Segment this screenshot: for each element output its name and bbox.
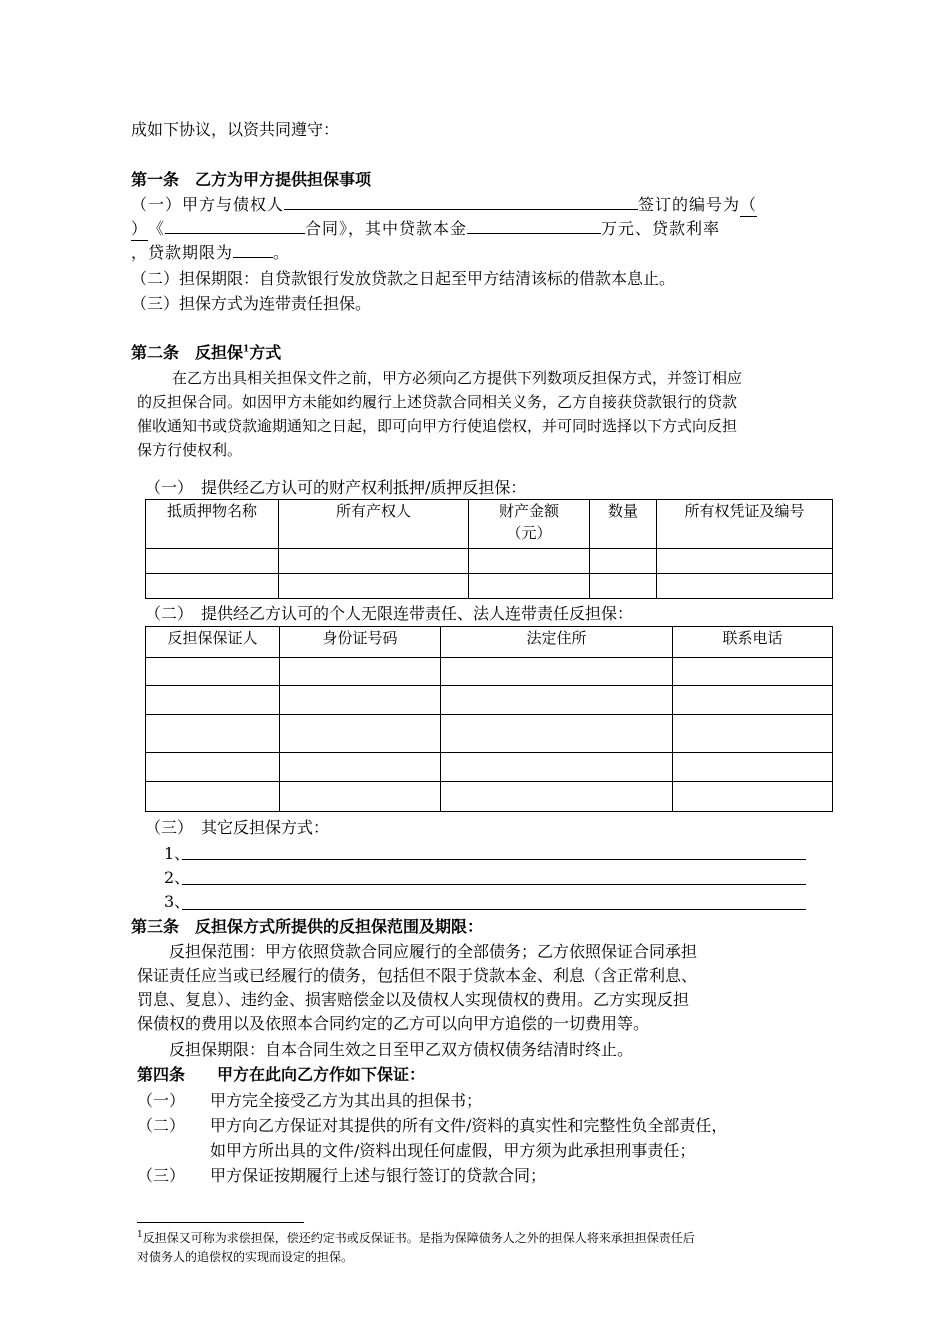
col-collateral-name: 抵质押物名称 xyxy=(146,500,279,549)
guarantor-table-header xyxy=(146,627,833,658)
article-4-item-2-line-2: 如甲方所出具的文件/资料出现任何虚假，甲方须为此承担刑事责任； xyxy=(210,1141,696,1160)
principal-blank[interactable] xyxy=(467,217,601,234)
article-3-line-5: 反担保期限：自本合同生效之日至甲乙双方债权债务结清时终止。 xyxy=(169,1040,634,1059)
article-1-line-2: ）《 合同》，其中贷款本金 万元、贷款利率 xyxy=(131,217,720,241)
article-4-item-3-number: （三） xyxy=(137,1166,186,1185)
subsection-1: （一） 提供经乙方认可的财产权利抵押/质押反担保： xyxy=(145,478,527,497)
article-1-line-1: （一）甲方与债权人 签订的编号为（ xyxy=(131,193,757,217)
article-3-line-2: 保证责任应当或已经履行的债务，包括但不限于贷款本金、利息（含正常利息、 xyxy=(137,966,698,985)
contract-name-blank[interactable] xyxy=(165,217,305,234)
table-row xyxy=(146,686,833,715)
other-method-3-label: 3、 xyxy=(164,892,191,911)
other-method-3-blank[interactable] xyxy=(182,909,806,910)
other-method-2-blank[interactable] xyxy=(182,884,806,885)
footnote-line-2: 对债务人的追偿权的实现而设定的担保。 xyxy=(137,1250,354,1264)
article-2-title: 第二条 反担保$^1$方式 xyxy=(131,343,282,362)
col-phone: 联系电话 xyxy=(673,627,833,658)
article-1-item-3: （三）担保方式为连带责任担保。 xyxy=(131,294,372,313)
subsection-3: （三） 其它反担保方式： xyxy=(145,818,330,837)
table-row xyxy=(146,715,833,753)
article-4-item-3: 甲方保证按期履行上述与银行签订的贷款合同； xyxy=(210,1166,547,1185)
article-2-para-line-2: 的反担保合同。如因甲方未能如约履行上述贷款合同相关义务，乙方自接获贷款银行的贷款 xyxy=(137,393,738,411)
article-4-item-1: 甲方完全接受乙方为其出具的担保书； xyxy=(210,1091,483,1110)
article-1-item-2: （二）担保期限：自贷款银行发放贷款之日起至甲方结清该标的借款本息止。 xyxy=(131,269,676,288)
article-4-item-2-number: （二） xyxy=(137,1116,186,1135)
col-certificate: 所有权凭证及编号 xyxy=(657,500,833,549)
article-2-para-line-1: 在乙方出具相关担保文件之前，甲方必须向乙方提供下列数项反担保方式，并签订相应 xyxy=(172,369,743,387)
article-2-para-line-3: 催收通知书或贷款逾期通知之日起，即可向甲方行使追偿权，并可同时选择以下方式向反担 xyxy=(137,417,738,435)
article-4-item-2-line-1: 甲方向乙方保证对其提供的所有文件/资料的真实性和完整性负全部责任， xyxy=(210,1116,728,1135)
other-method-1-label: 1、 xyxy=(164,844,191,863)
article-1-title: 第一条 乙方为甲方提供担保事项 xyxy=(131,170,372,189)
article-4-title: 第四条 甲方在此向乙方作如下保证： xyxy=(137,1065,426,1084)
footnote-separator xyxy=(137,1222,304,1223)
collateral-table-header xyxy=(146,500,833,549)
other-method-1-blank[interactable] xyxy=(182,859,806,860)
subsection-2: （二） 提供经乙方认可的个人无限连带责任、法人连带责任反担保： xyxy=(145,604,634,623)
col-guarantor: 反担保保证人 xyxy=(146,627,280,658)
article-3-line-3: 罚息、复息）、违约金、损害赔偿金以及债权人实现债权的费用。乙方实现反担 xyxy=(137,990,690,1009)
article-3-line-4: 保债权的费用以及依照本合同约定的乙方可以向甲方追偿的一切费用等。 xyxy=(137,1014,650,1033)
col-owner: 所有产权人 xyxy=(279,500,469,549)
footnote-line-1: $^1$反担保又可称为求偿担保，偿还约定书或反保证书。是指为保障债务人之外的担保人将来承担担保责任后 xyxy=(137,1230,695,1245)
article-3-line-1: 反担保范围：甲方依照贷款合同应履行的全部债务；乙方依照保证合同承担 xyxy=(169,942,698,961)
contract-number-blank[interactable]: （ xyxy=(740,194,757,217)
col-id-number: 身份证号码 xyxy=(280,627,441,658)
guarantor-table xyxy=(145,626,833,812)
col-amount: 财产金额 （元） xyxy=(469,500,590,549)
article-3-title: 第三条 反担保方式所提供的反担保范围及期限： xyxy=(131,917,484,936)
table-row xyxy=(146,782,833,812)
table-row xyxy=(146,574,833,599)
article-1-line-3: ，贷款期限为 。 xyxy=(131,243,291,262)
article-2-para-line-4: 保方行使权利。 xyxy=(137,441,243,459)
collateral-table xyxy=(145,499,833,599)
creditor-blank[interactable] xyxy=(284,193,638,210)
footnote-mark[interactable]: 1 xyxy=(243,344,250,355)
table-row xyxy=(146,658,833,686)
loan-term-blank[interactable] xyxy=(233,241,273,258)
col-address: 法定住所 xyxy=(441,627,673,658)
col-quantity: 数量 xyxy=(590,500,657,549)
article-4-item-1-number: （一） xyxy=(137,1091,186,1110)
table-row xyxy=(146,549,833,574)
other-method-2-label: 2、 xyxy=(164,868,191,887)
intro-text: 成如下协议，以资共同遵守： xyxy=(131,120,340,139)
table-row xyxy=(146,753,833,782)
